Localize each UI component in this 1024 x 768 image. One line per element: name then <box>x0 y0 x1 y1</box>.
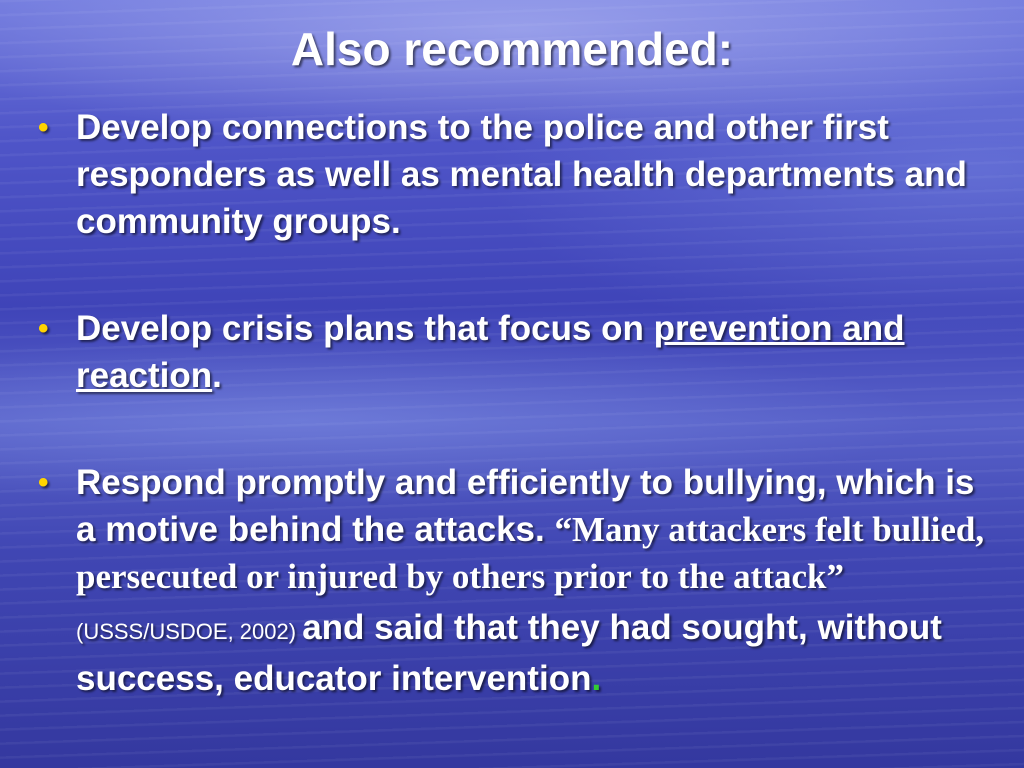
underlined-phrase: prevention and reaction <box>76 309 905 395</box>
bullet-item-1 <box>38 104 986 245</box>
bullet-text: Respond promptly and efficiently to bullying, which is a motive behind the attacks. <box>76 463 975 549</box>
bullet-dot-icon: • <box>38 312 49 345</box>
bullet-item-3 <box>38 459 986 702</box>
final-period: . <box>591 659 602 698</box>
bullet-text: Develop crisis plans that focus on <box>76 309 654 348</box>
bullet-dot-icon: • <box>38 111 49 144</box>
quote-text: “Many attackers felt bullied, persecuted or injured by others prior to the attack” <box>76 510 985 596</box>
citation-text: (USSS/USDOE, 2002) <box>76 619 303 644</box>
slide-title: Also recommended: <box>290 23 734 75</box>
bullet-text: Develop connections to the police and other first responders as well as mental health departments and community groups. <box>76 108 967 241</box>
bullet-dot-icon: • <box>38 466 49 499</box>
bullet-text-end: . <box>212 356 222 395</box>
bullet-item-2 <box>38 305 986 399</box>
bullet-text-end: and said that they had sought, without success, educator intervention <box>76 608 942 698</box>
